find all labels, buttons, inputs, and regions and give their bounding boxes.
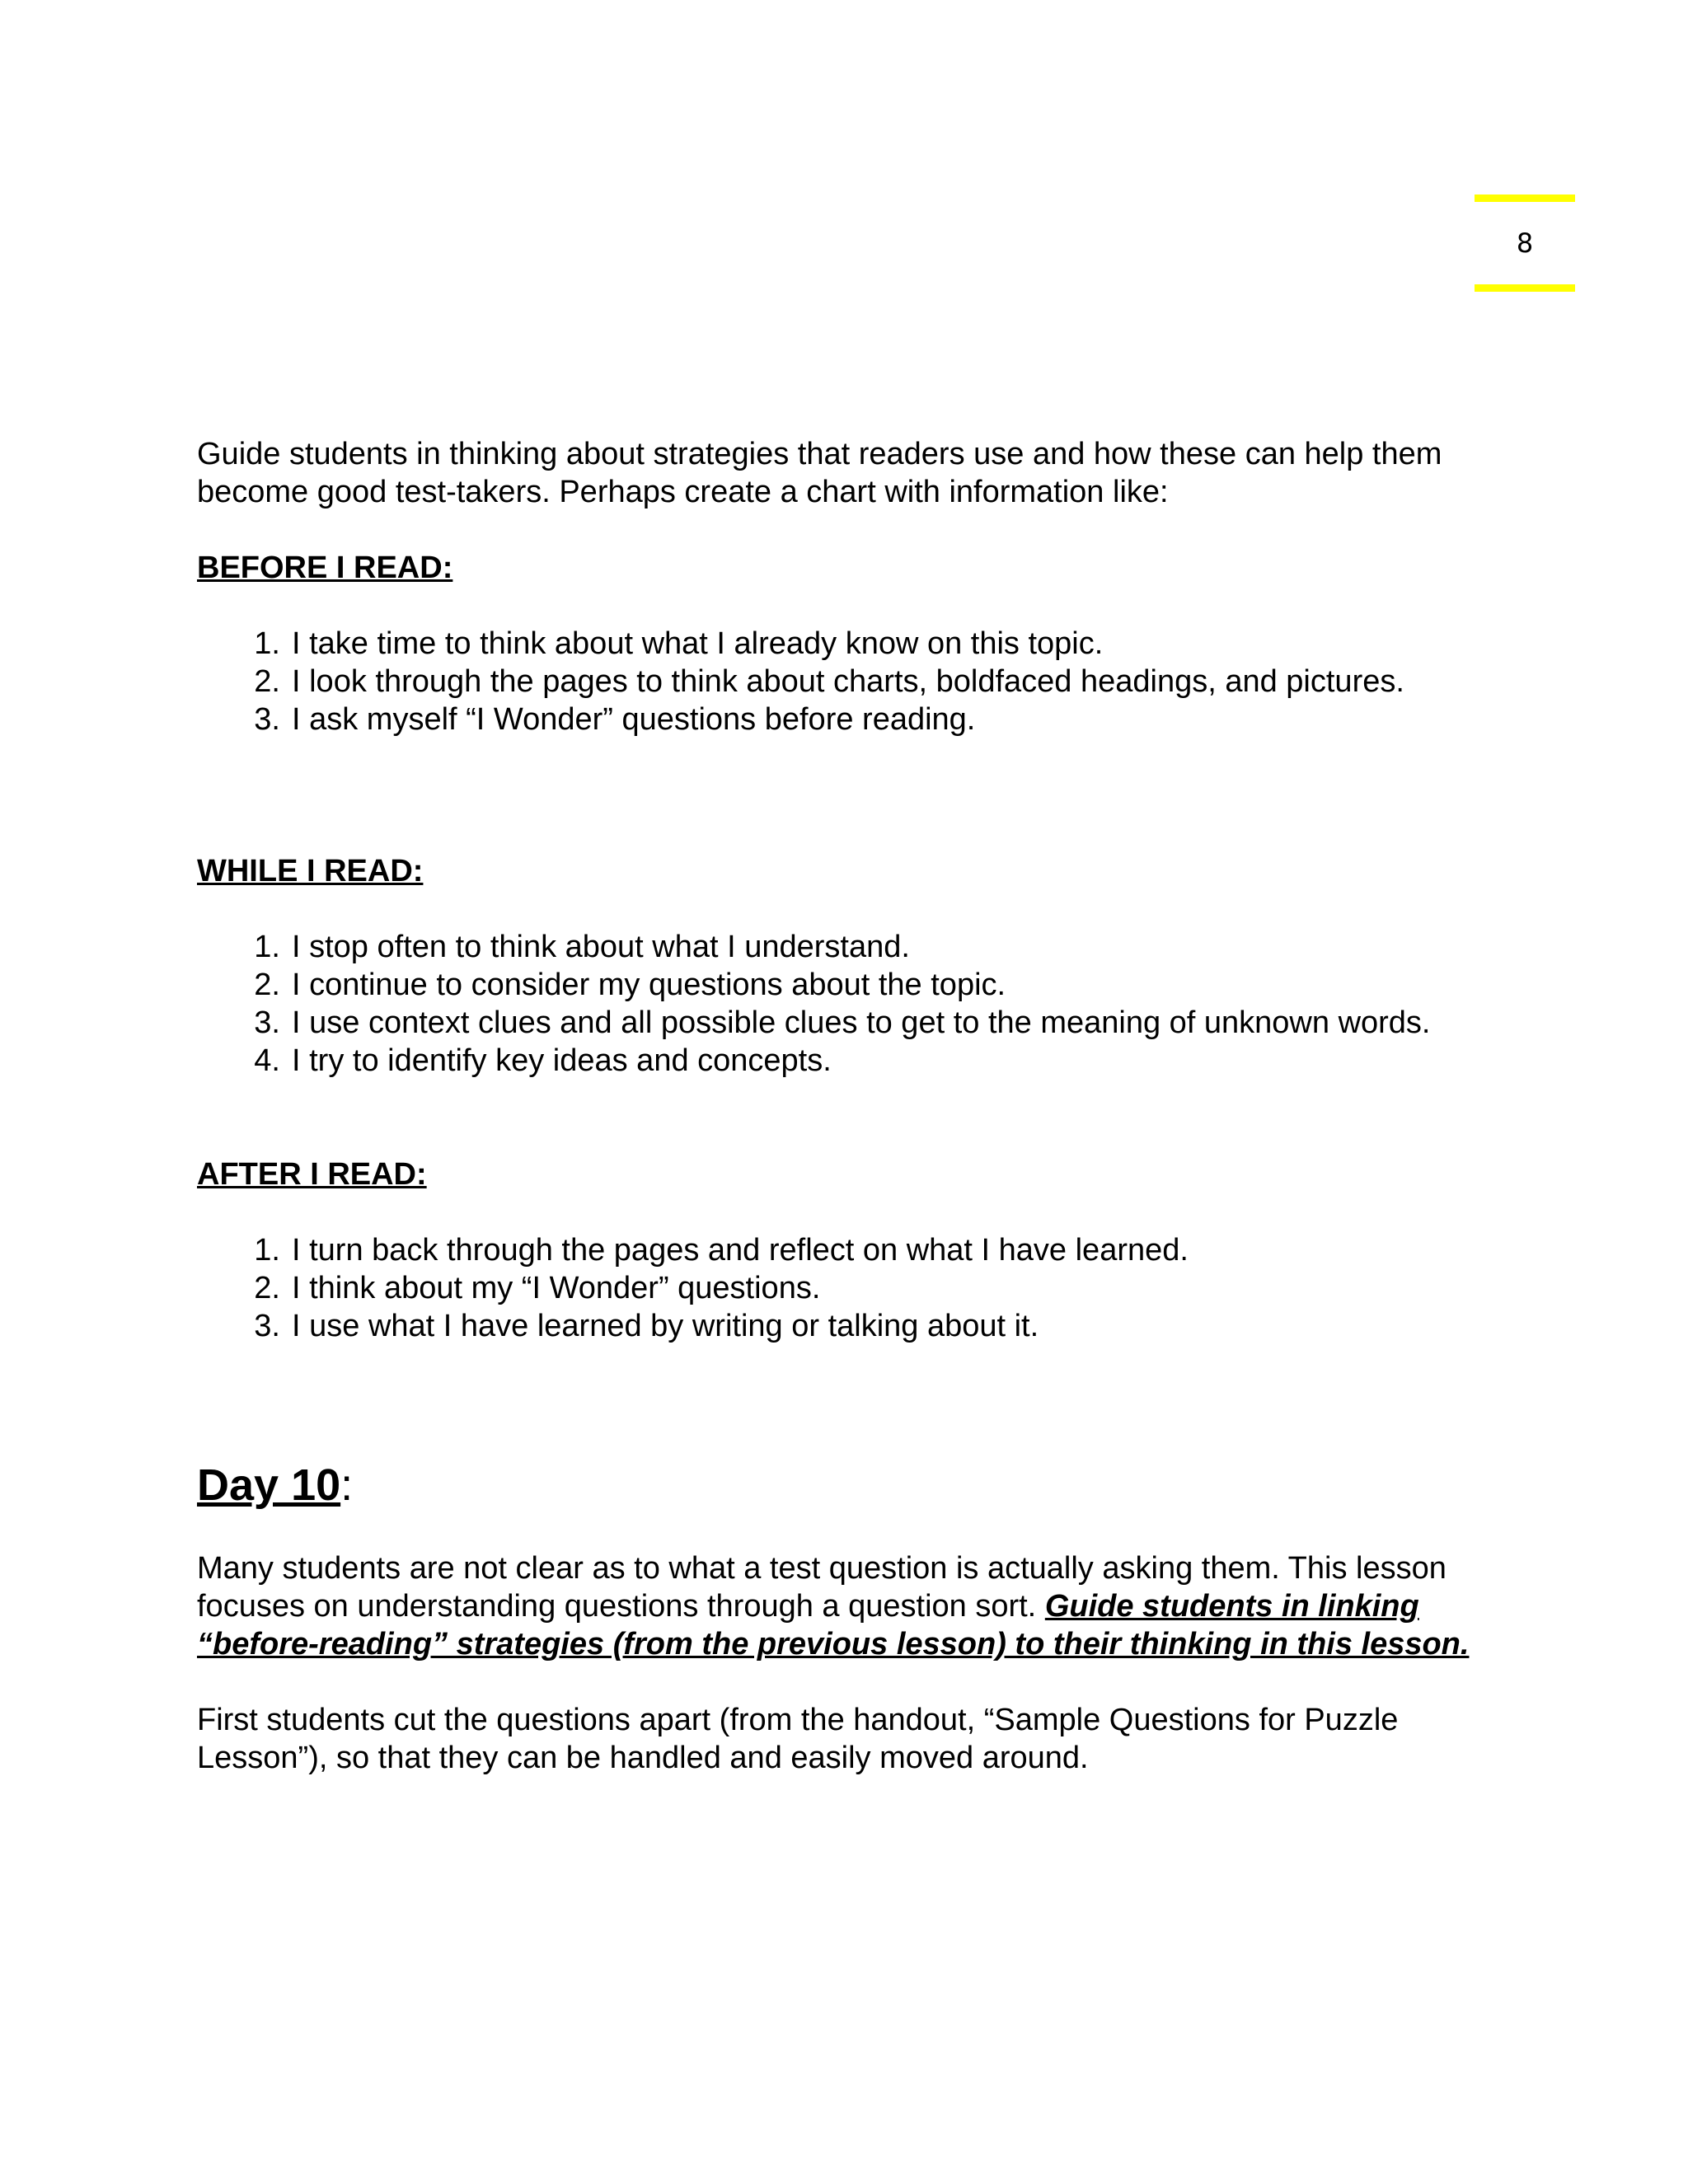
list-item — [197, 966, 1483, 1004]
day-heading — [197, 1459, 1483, 1511]
spacer — [197, 738, 1483, 852]
list-number: 2. — [254, 968, 280, 1002]
list-item-text: I try to identify key ideas and concepts. — [292, 1043, 832, 1078]
list-number: 3. — [254, 1309, 280, 1343]
list-item — [197, 663, 1483, 701]
day-paragraph-1-emphasis: Guide students in linking “before-reading” strategies (from the previous lesson) to their thinking in this lesson. — [197, 1589, 1470, 1661]
page-number: 8 — [1516, 227, 1534, 259]
list-item-text: I think about my “I Wonder” questions. — [292, 1271, 821, 1305]
section-heading-while: WHILE I READ: — [197, 854, 424, 888]
list-item — [197, 1004, 1483, 1042]
spacer — [197, 1345, 1483, 1459]
list-item — [197, 1042, 1483, 1080]
list-item — [197, 1307, 1483, 1345]
list-item — [197, 701, 1483, 738]
list-number: 1. — [254, 626, 280, 661]
day-paragraph-2: First students cut the questions apart (from the handout, “Sample Questions for Puzzle Lesson”), so that they can be handled and easily moved around. — [197, 1703, 1399, 1775]
list-item-text: I turn back through the pages and reflect on what I have learned. — [292, 1233, 1189, 1268]
before-reading-list — [197, 625, 1483, 738]
list-number: 1. — [254, 930, 280, 964]
while-reading-list — [197, 928, 1483, 1080]
list-number: 3. — [254, 1005, 280, 1040]
spacer — [197, 1080, 1483, 1155]
list-item-text: I look through the pages to think about charts, boldfaced headings, and pictures. — [292, 664, 1404, 699]
list-number: 1. — [254, 1233, 280, 1268]
list-item-text: I take time to think about what I already know on this topic. — [292, 626, 1104, 661]
after-reading-list — [197, 1231, 1483, 1345]
intro-paragraph: Guide students in thinking about strategies that readers use and how these can help them become good test-takers. Perhaps create a chart with information like: — [197, 437, 1442, 509]
list-item — [197, 1269, 1483, 1307]
day-label: Day 10 — [197, 1460, 341, 1510]
list-number: 3. — [254, 702, 280, 737]
list-number: 2. — [254, 664, 280, 699]
section-heading-before: BEFORE I READ: — [197, 551, 453, 585]
list-number: 4. — [254, 1043, 280, 1078]
section-heading-after: AFTER I READ: — [197, 1157, 427, 1192]
day-paragraph-1-text: Many students are not clear as to what a test question is actually asking them. This lesson focuses on understanding questions through a question sort. — [197, 1551, 1447, 1624]
list-item-text: I use what I have learned by writing or talking about it. — [292, 1309, 1039, 1343]
list-item-text: I stop often to think about what I understand. — [292, 930, 910, 964]
list-number: 2. — [254, 1271, 280, 1305]
list-item-text: I ask myself “I Wonder” questions before reading. — [292, 702, 976, 737]
day-paragraph-1 — [197, 1549, 1483, 1663]
list-item — [197, 1231, 1483, 1269]
list-item-text: I continue to consider my questions about the topic. — [292, 968, 1006, 1002]
list-item-text: I use context clues and all possible clues to get to the meaning of unknown words. — [292, 1005, 1431, 1040]
document-body — [197, 435, 1483, 1777]
page-number-box — [1475, 194, 1575, 292]
list-item — [197, 625, 1483, 663]
list-item — [197, 928, 1483, 966]
day-colon: : — [340, 1460, 354, 1510]
